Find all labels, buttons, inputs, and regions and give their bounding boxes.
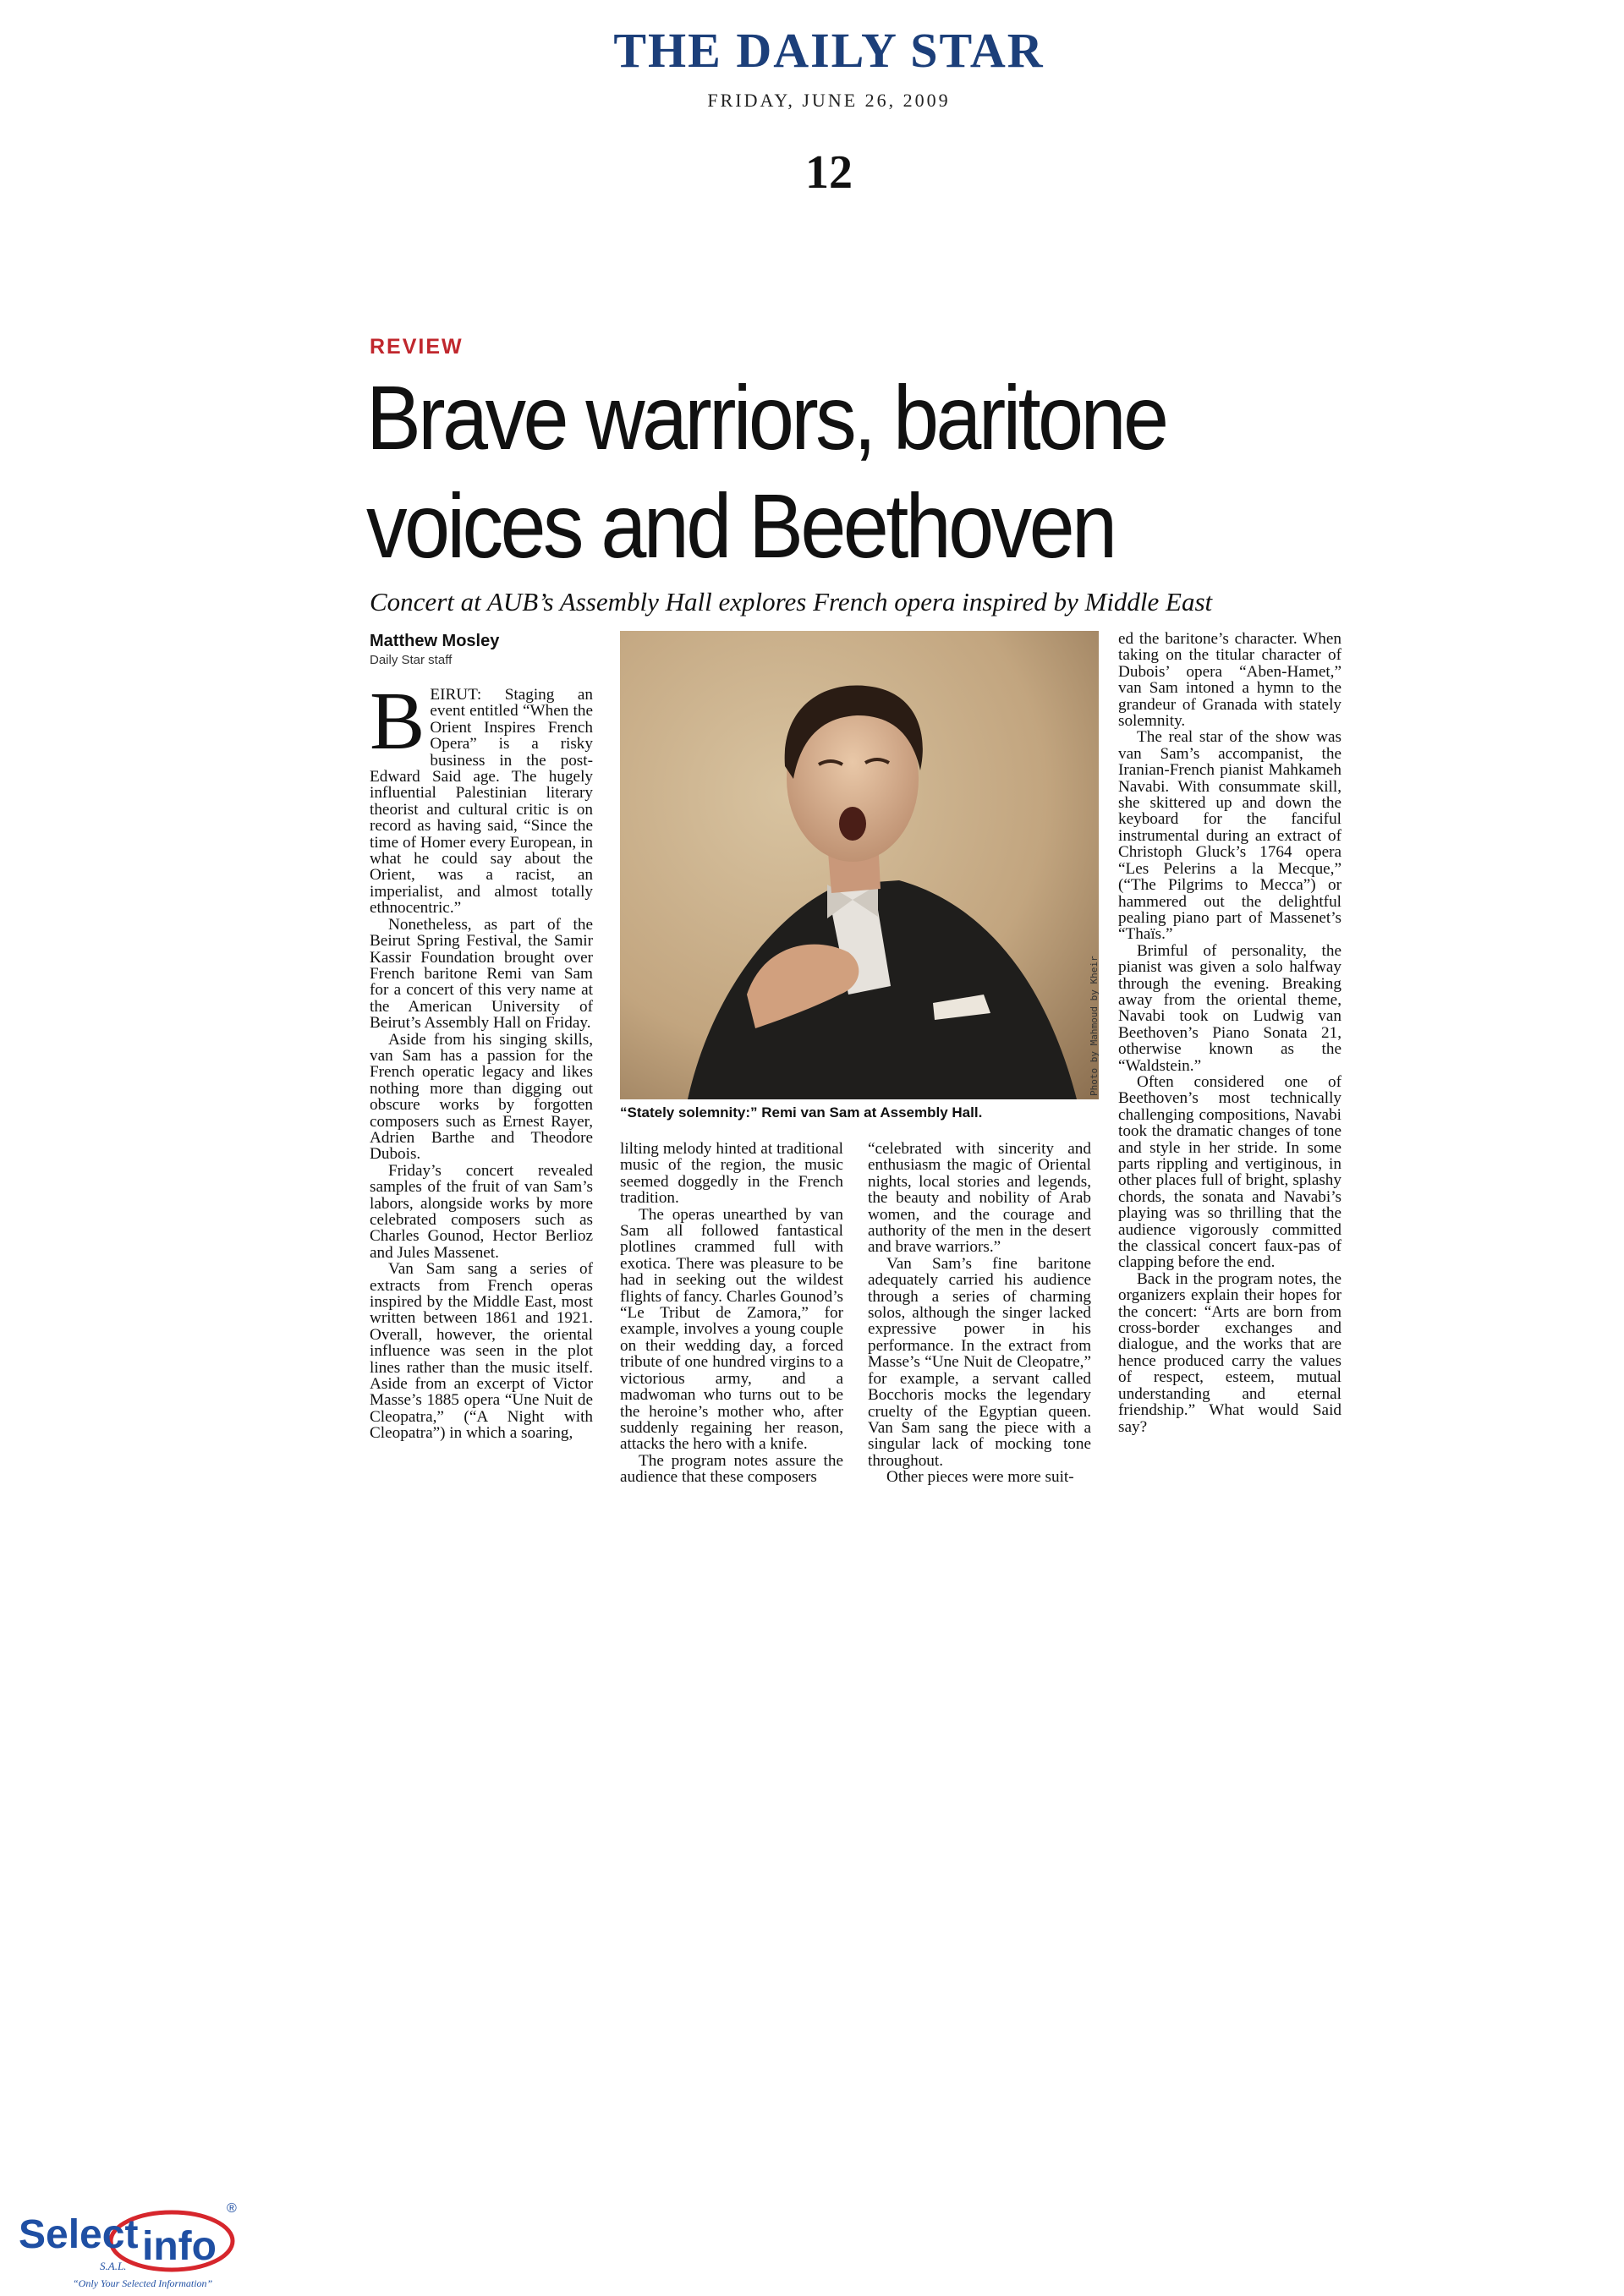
paragraph: The real star of the show was van Sam’s accompanist, the Iranian-French pianist Mahkameh Navabi. With consummate skill, she skittered up and down the keyboard for the fanciful instrumental during an extract of Christoph Gluck’s 1764 opera “Les Pelerins a la Mecque,” (“The Pilgrims to Mecca”) or hammered out the delightful pealing piano part of Massenet’s “Thaïs.” <box>1118 728 1341 944</box>
headline-line-2: voices and Beethoven <box>366 474 1115 577</box>
paragraph: Friday’s concert revealed samples of the fruit of van Sam’s labors, alongside works by more celebrated composers such as Charles Gounod, Hector Berlioz and Jules Massenet. <box>370 1161 593 1262</box>
paragraph: Nonetheless, as part of the Beirut Spring Festival, the Samir Kassir Foundation brought over French baritone Remi van Sam for a concert of this very name at the American University of Beirut’s Assembly Hall on Friday. <box>370 915 593 1033</box>
drop-cap: B <box>370 676 425 767</box>
article-photo <box>620 631 1099 1099</box>
selectinfo-logo <box>15 2199 244 2292</box>
paragraph: Van Sam sang a series of extracts from French operas inspired by the Middle East, most written between 1861 and 1921. Overall, however, the oriental influence was seen in the plot lines rather than the music itself. Aside from an excerpt of Victor Masse’s 1885 opera “Une Nuit de Cleopatra,” (“A Night with Cleopatra”) in which a soaring, <box>370 1260 593 1443</box>
paragraph: Brimful of personality, the pianist was given a solo halfway through the evening. Breaking away from the oriental theme, Navabi took on Ludwig van Beethoven’s Piano Sonata 21, otherwise known as the “Waldstein.” <box>1118 941 1341 1075</box>
paragraph: lilting melody hinted at traditional music of the region, the music seemed doggedly in the French tradition. <box>620 1140 843 1208</box>
paragraph: Other pieces were more suit- <box>886 1468 1074 1487</box>
photo-caption: “Stately solemnity:” Remi van Sam at Assembly Hall. <box>620 1104 983 1121</box>
photo-credit-text: Photo by Mahmoud by Kheir <box>1089 956 1100 1096</box>
section-kicker: REVIEW <box>370 335 464 359</box>
headline-line-1: Brave warriors, baritone <box>366 366 1166 469</box>
paragraph: Often considered one of Beethoven’s most technically challenging compositions, Navabi took the dramatic changes of tone and style in her stride. In some parts rippling and vertiginous, in other places full of bright, splashy chords, the sonata and Navabi’s playing was so thrilling that the audience vigorously committed the classical concert faux-pas of clapping before the end. <box>1118 1072 1341 1272</box>
paragraph: The program notes assure the audience that these composers <box>620 1451 843 1487</box>
paragraph: Back in the program notes, the organizers explain their hopes for the concert: “Arts are born from cross-border exchanges and dialogue, and the works that are hence produced carry the values of respect, esteem, mutual understanding and eternal friendship.” What would Said say? <box>1118 1269 1341 1436</box>
article-subhead: Concert at AUB’s Assembly Hall explores French opera inspired by Middle East <box>370 587 1213 616</box>
masthead-title: THE DAILY STAR <box>613 23 1045 78</box>
selectinfo-logo-graphic <box>15 2199 244 2292</box>
photo-credit <box>1089 846 1099 1099</box>
paragraph-text: EIRUT: Staging an event entitled “When the Orient Inspires French Opera” is a risky business in the post-Edward Said age. The hugely influential Palestinian literary theorist and cultural critic is on record as having said, “Since the time of Homer every European, in what he could say about the Orient, was a racist, an imperialist, and almost totally ethnocentric.” <box>370 686 593 918</box>
paragraph: Aside from his singing skills, van Sam has a passion for the French operatic legacy and likes nothing more than digging out obscure works by forgotten composers such as Ernest Rayer, Adrien Barthe and Theodore Dubois. <box>370 1030 593 1164</box>
article-column-4 <box>1118 631 1341 1435</box>
article-headline <box>366 364 1310 580</box>
paragraph: “celebrated with sincerity and enthusiasm the magic of Oriental nights, local stories and legends, the beauty and nobility of Arab women, and the courage and authority of the men in the desert and brave warriors.” <box>868 1140 1091 1257</box>
paragraph: Van Sam’s fine baritone adequately carried his audience through a series of charming solos, although the singer lacked expressive power in his performance. In the extract from Masse’s “Une Nuit de Cleopatre,” for example, a servant called Bocchoris mocks the legendary cruelty of the Egyptian queen. Van Sam sang the piece with a singular lack of mocking tone throughout. <box>868 1254 1091 1470</box>
article-column-1 <box>370 676 593 1443</box>
article-column-3 <box>868 1141 1091 1486</box>
logo-suffix: S.A.L. <box>100 2260 127 2272</box>
page-number: 12 <box>805 146 853 199</box>
logo-name-left: Select <box>19 2212 139 2257</box>
logo-registered: ® <box>227 2201 237 2216</box>
logo-name-right: info <box>142 2224 217 2269</box>
photo-singer-illustration <box>620 631 1099 1099</box>
paragraph: ed the baritone’s character. When taking on the titular character of Dubois’ opera “Aben-Hamet,” van Sam intoned a hymn to the grandeur of Granada with stately solemnity. <box>1118 630 1341 731</box>
paragraph <box>370 676 593 918</box>
paragraph: The operas unearthed by van Sam all followed fantastical plotlines crammed full with exotica. There was pleasure to be had in seeking out the wildest flights of fancy. Charles Gounod’s “Le Tribut de Zamora,” for example, involves a young couple on their wedding day, a forced tribute of one hundred virgins to a victorious army, and a madwoman who turns out to be the heroine’s mother who, after suddenly regaining her reason, attacks the hero with a knife. <box>620 1205 843 1454</box>
logo-tagline: “Only Your Selected Information” <box>73 2277 213 2289</box>
byline-staff: Daily Star staff <box>370 653 453 667</box>
byline: Matthew Mosley <box>370 632 500 650</box>
masthead-date: FRIDAY, JUNE 26, 2009 <box>707 90 951 111</box>
article-column-2 <box>620 1141 843 1486</box>
